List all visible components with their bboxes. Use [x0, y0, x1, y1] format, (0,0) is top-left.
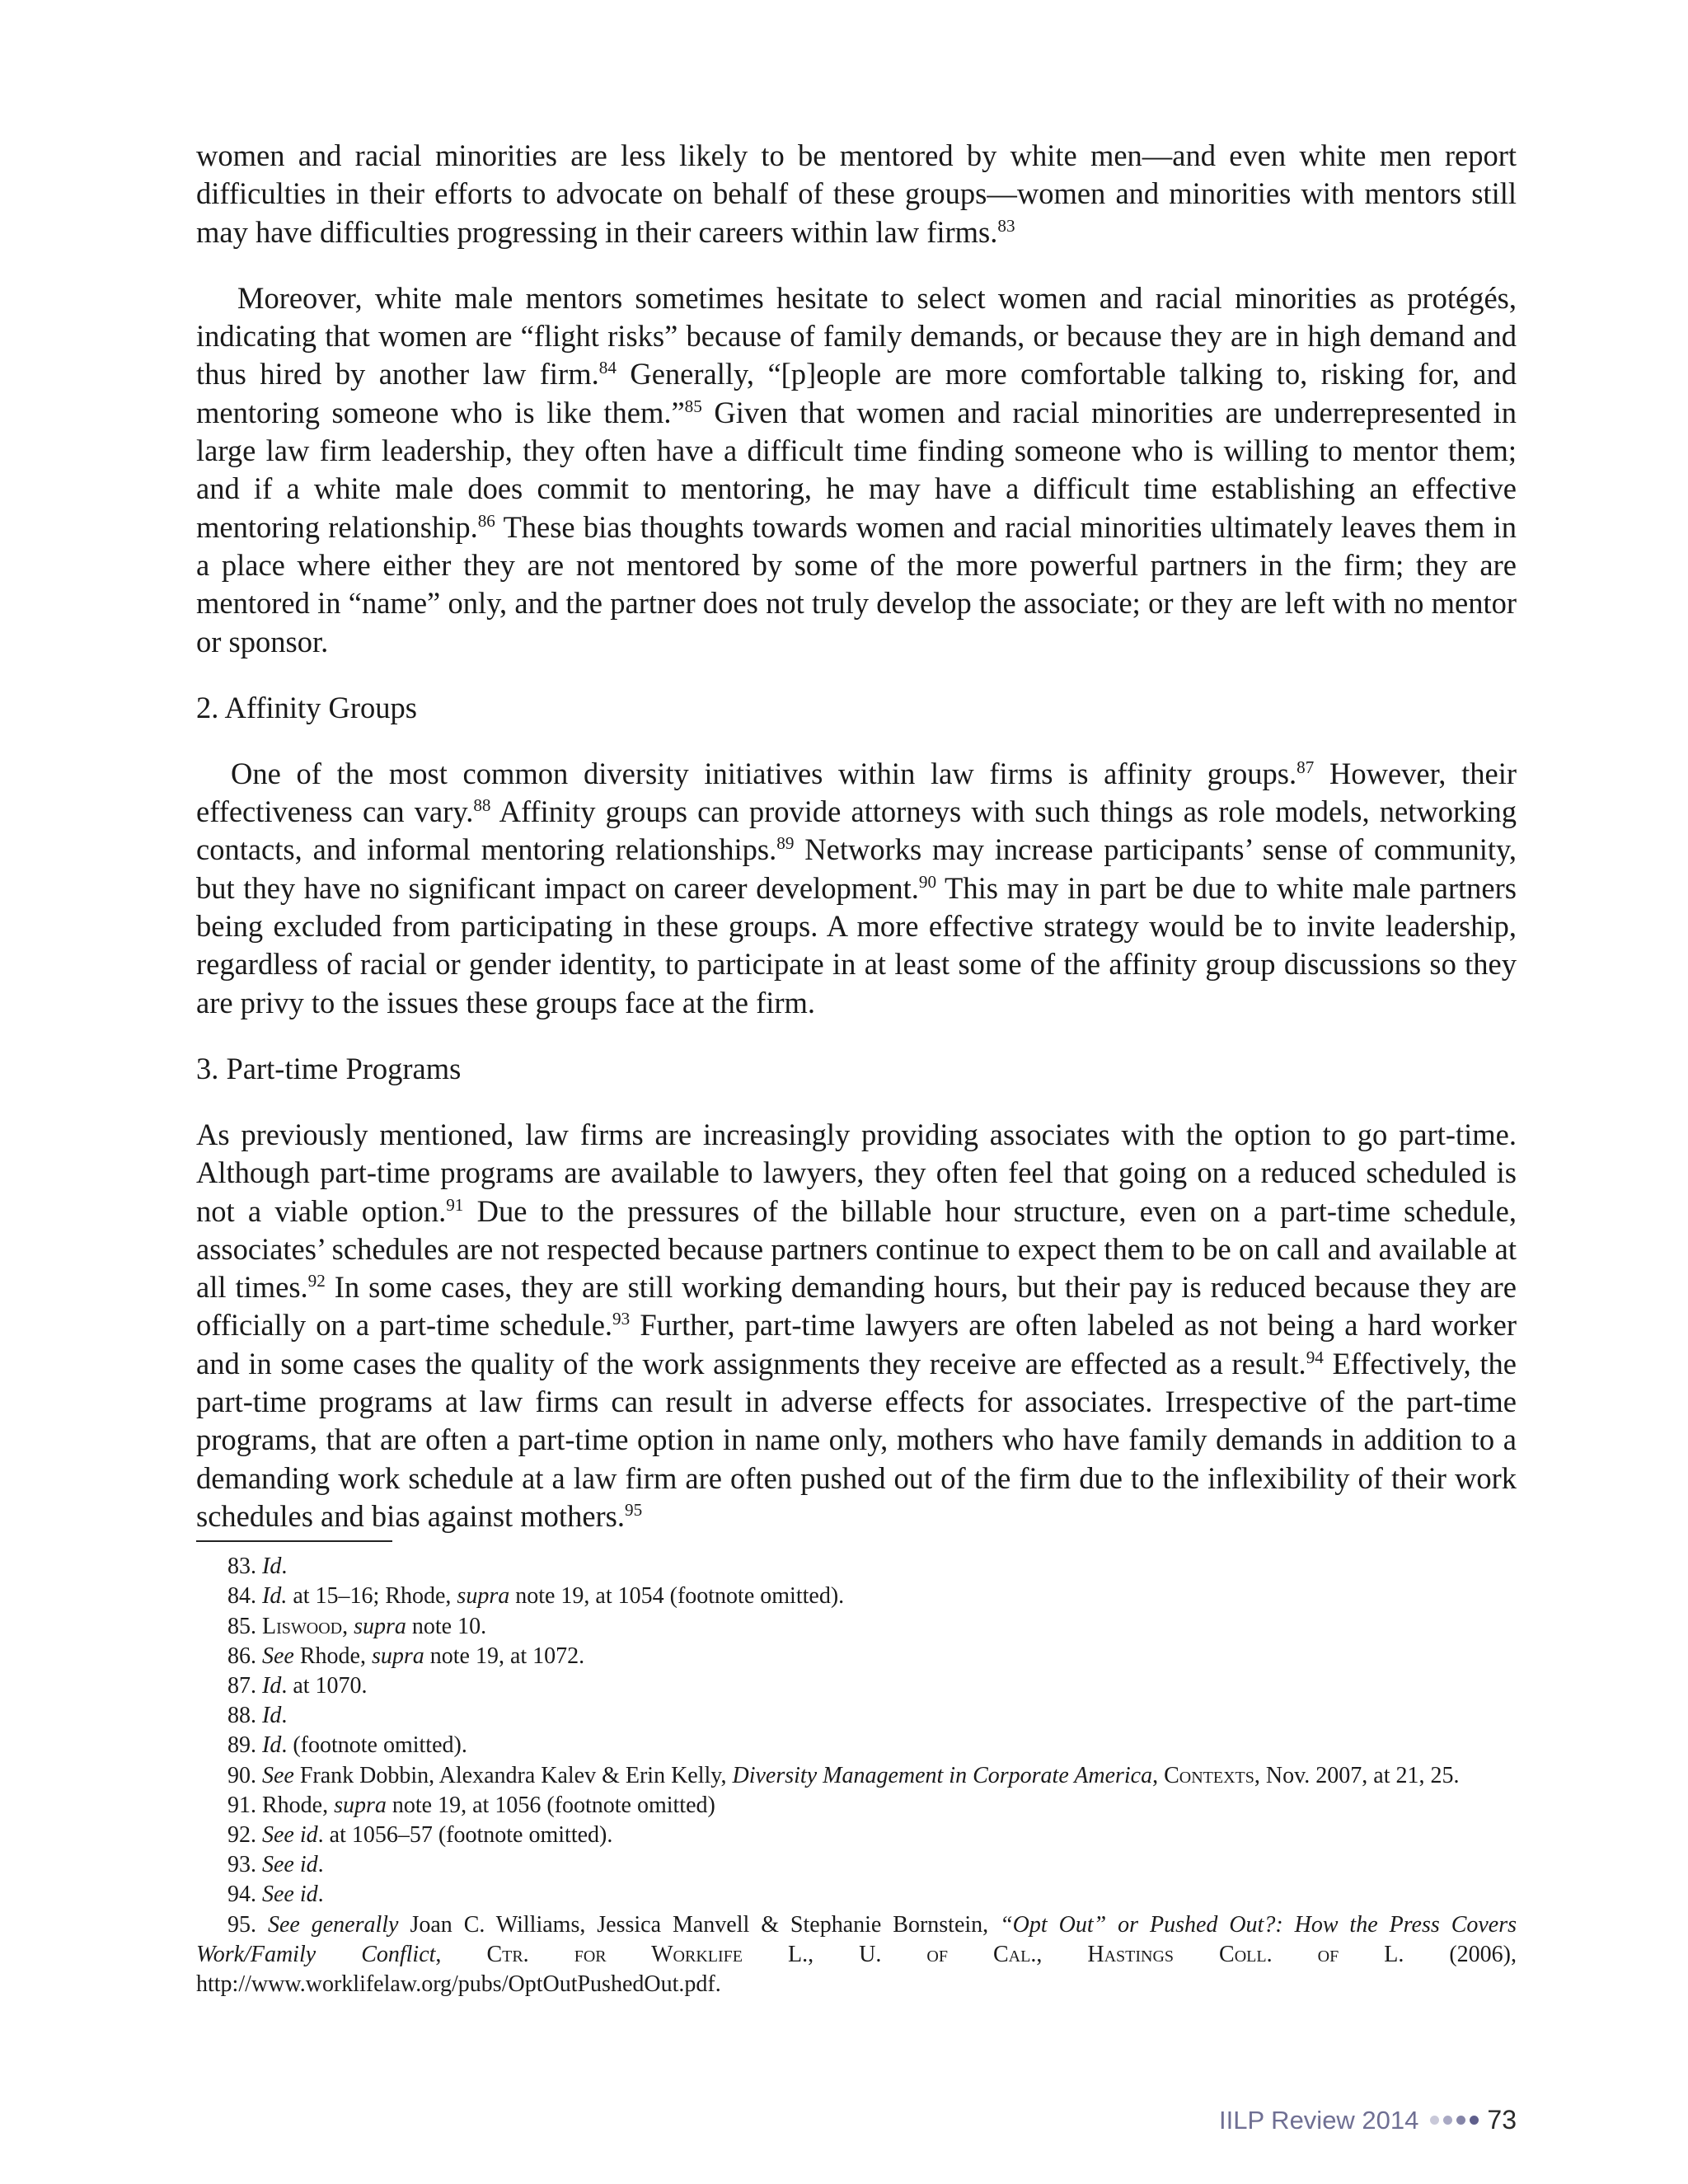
- body-text: This may in part be due to white male partners being excluded from participating in these groups. A more effective strategy would be to invite leadership, regardless of racial or gender identity, to participate in at least some of the affinity group discussions so they are privy to the issues these groups face at the firm.: [196, 870, 1517, 1019]
- body-text: In some cases, they are still working demanding hours, but their pay is reduced because they are officially on a part-time schedule.: [196, 1270, 1517, 1343]
- footnote-ref-90[interactable]: 90: [918, 871, 937, 892]
- footnote-ref-86[interactable]: 86: [477, 510, 495, 531]
- body-text: Moreover, white male mentors sometimes hesitate to select women and racial minorities as protégés, indicating that women are “flight risks” because of family demands, or because they are in high demand and thus hired by another law firm.: [196, 280, 1517, 391]
- page-content: [196, 137, 1517, 1999]
- footnote-91: 91. Rhode, supra note 19, at 1056 (footnote omitted): [227, 1792, 715, 1818]
- body-text: However, their effectiveness can vary.: [196, 756, 1517, 829]
- footnote-89: 89. Id. (footnote omitted).: [227, 1732, 467, 1759]
- dot-2: [1443, 2116, 1452, 2125]
- section-heading-part-time-programs: 3. Part-time Programs: [196, 1051, 462, 1085]
- paragraph-mentoring-continued: [196, 137, 1517, 251]
- footnote-90: 90. See Frank Dobbin, Alexandra Kalev & Erin Kelly, Diversity Management in Corporate America, Contexts, Nov. 2007, at 21, 25.: [227, 1762, 1460, 1788]
- body-text: Networks may increase participants’ sense of community, but they have no significant impact on career development.: [196, 832, 1517, 905]
- footnote-ref-89[interactable]: 89: [776, 833, 795, 854]
- dot-4: [1470, 2116, 1479, 2125]
- footnote-ref-88[interactable]: 88: [473, 795, 491, 815]
- paragraph-mentors-hesitate: [196, 279, 1517, 661]
- footnote-83: 83. Id.: [227, 1554, 288, 1580]
- decorative-dots-icon: [1430, 2116, 1479, 2125]
- footnote-ref-95[interactable]: 95: [625, 1499, 643, 1520]
- body-text: Affinity groups can provide attorneys with such things as role models, networking contacts, and informal mentoring relationships.: [196, 794, 1517, 867]
- body-text: Due to the pressures of the billable hour structure, even on a part-time schedule, associates’ schedules are not respected because partners continue to expect them to be on call and available at all times.: [196, 1193, 1517, 1305]
- footnote-94: 94. See id.: [227, 1882, 324, 1908]
- dot-3: [1456, 2116, 1465, 2125]
- footnote-84: 84. Id. at 15–16; Rhode, supra note 19, at 1054 (footnote omitted).: [227, 1583, 845, 1610]
- body-text: Further, part-time lawyers are often labeled as not being a hard worker and in some cases the quality of the work assignments they receive are effected as a result.: [196, 1308, 1517, 1380]
- body-text: Effectively, the part-time programs at law firms can result in adverse effects for associates. Irrespective of the part-time programs, that are often a part-time option in name only, mothers who have family demands in addition to a demanding work schedule at a law firm are often pushed out of the firm due to the inflexibility of their work schedules and bias against mothers.: [196, 1346, 1517, 1533]
- footnote-ref-85[interactable]: 85: [684, 396, 702, 416]
- footnote-85: 85. Liswood, supra note 10.: [227, 1613, 487, 1639]
- body-text: These bias thoughts towards women and racial minorities ultimately leaves them in a place where either they are not mentored by some of the more powerful partners in the firm; they are mentored in “name” only, and the partner does not truly develop the associate; or they are left with no mentor or sponsor.: [196, 509, 1517, 658]
- footnote-95: 95. See generally Joan C. Williams, Jessica Manvell & Stephanie Bornstein, “Opt Out” or Pushed Out?: How the Press Covers Work/Family Conflict, Ctr. for Worklife L., U. of Cal., Hastings Coll. of L. (2006), http://www.worklifelaw.org/pubs/OptOutPushedOut.pdf.: [196, 1911, 1517, 1998]
- footnote-88: 88. Id.: [227, 1703, 288, 1729]
- footnote-92: 92. See id. at 1056–57 (footnote omitted).: [227, 1822, 613, 1849]
- body-text: Given that women and racial minorities are underrepresented in large law firm leadership, they often have a difficult time finding someone who is willing to mentor them; and if a white male does commit to mentoring, he may have a difficult time establishing an effective mentoring relationship.: [196, 395, 1517, 544]
- footnote-86: 86. See Rhode, supra note 19, at 1072.: [227, 1643, 585, 1669]
- page-number: 73: [1487, 2105, 1517, 2135]
- footnote-ref-87[interactable]: 87: [1296, 757, 1315, 777]
- footnote-ref-94[interactable]: 94: [1306, 1347, 1324, 1367]
- footnote-ref-92[interactable]: 92: [307, 1270, 326, 1291]
- footnote-87: 87. Id. at 1070.: [227, 1673, 368, 1699]
- section-heading-affinity-groups: 2. Affinity Groups: [196, 690, 418, 724]
- body-text: women and racial minorities are less likely to be mentored by white men—and even white men report difficulties in their efforts to advocate on behalf of these groups—women and minorities with mentors still may have difficulties progressing in their careers within law firms.: [196, 138, 1517, 249]
- footnote-ref-83[interactable]: 83: [997, 215, 1015, 236]
- footnote-ref-91[interactable]: 91: [446, 1194, 464, 1215]
- body-text: Generally, “[p]eople are more comfortable talking to, risking for, and mentoring someone who is like them.”: [196, 357, 1517, 429]
- footnote-ref-93[interactable]: 93: [612, 1309, 631, 1329]
- footnote-93: 93. See id.: [227, 1852, 324, 1878]
- page-footer: [1219, 2105, 1517, 2135]
- footnote-ref-84[interactable]: 84: [598, 358, 617, 378]
- journal-name: IILP Review 2014: [1218, 2105, 1419, 2135]
- paragraph-part-time-programs: [196, 1116, 1517, 1535]
- body-text: One of the most common diversity initiatives within law firms is affinity groups.: [231, 756, 1297, 790]
- dot-1: [1430, 2116, 1439, 2125]
- footnotes: [196, 1552, 1517, 1999]
- body-text: As previously mentioned, law firms are increasingly providing associates with the option to go part-time. Although part-time programs are available to lawyers, they often feel that going on a reduced scheduled is not a viable option.: [196, 1117, 1517, 1228]
- paragraph-affinity-groups: [196, 755, 1517, 1022]
- footnote-divider: [196, 1540, 392, 1542]
